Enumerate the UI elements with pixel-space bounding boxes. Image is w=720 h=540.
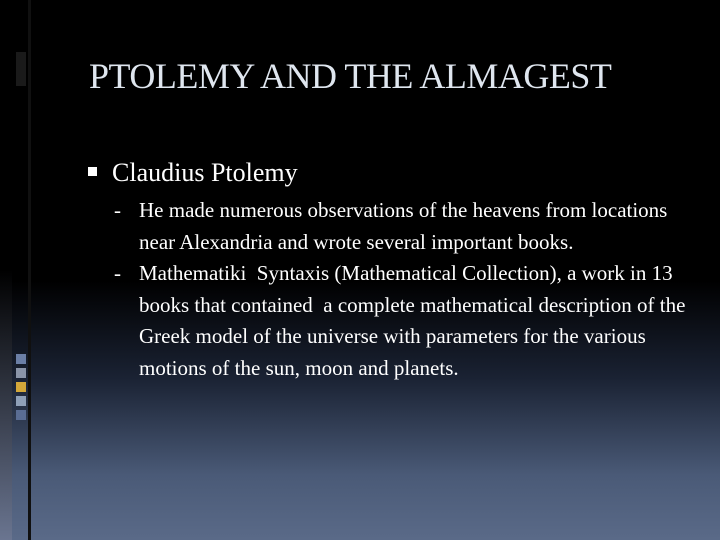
- sub-bullet-list: [88, 195, 691, 384]
- slide-title: PTOLEMY AND THE ALMAGEST: [89, 56, 612, 96]
- sub-bullet-item: [88, 258, 691, 384]
- dash-icon: -: [114, 198, 121, 222]
- left-divider-line: [28, 0, 31, 540]
- accent-bar-1: [16, 354, 26, 364]
- sub-bullet-item: [88, 195, 688, 258]
- accent-bars: [16, 354, 26, 424]
- accent-bar-2: [16, 368, 26, 378]
- accent-bar-3: [16, 382, 26, 392]
- bullet-item: [88, 157, 688, 189]
- sub-bullet-text: He made numerous observations of the heavens from locations near Alexandria and wrote several important books.: [139, 198, 668, 254]
- slide-content: [88, 157, 691, 384]
- bullet-text: Claudius Ptolemy: [112, 158, 298, 187]
- accent-bar-4: [16, 396, 26, 406]
- dash-icon: -: [114, 261, 121, 285]
- sub-bullet-text: Mathematiki Syntaxis (Mathematical Collection), a work in 13 books that contained a complete mathematical description of the Greek model of the universe with parameters for the various motions of the sun, moon and planets.: [139, 261, 691, 380]
- square-bullet-icon: [88, 167, 97, 176]
- accent-bar-5: [16, 410, 26, 420]
- left-decorative-bar: [0, 0, 12, 540]
- title-marker-block: [16, 52, 26, 86]
